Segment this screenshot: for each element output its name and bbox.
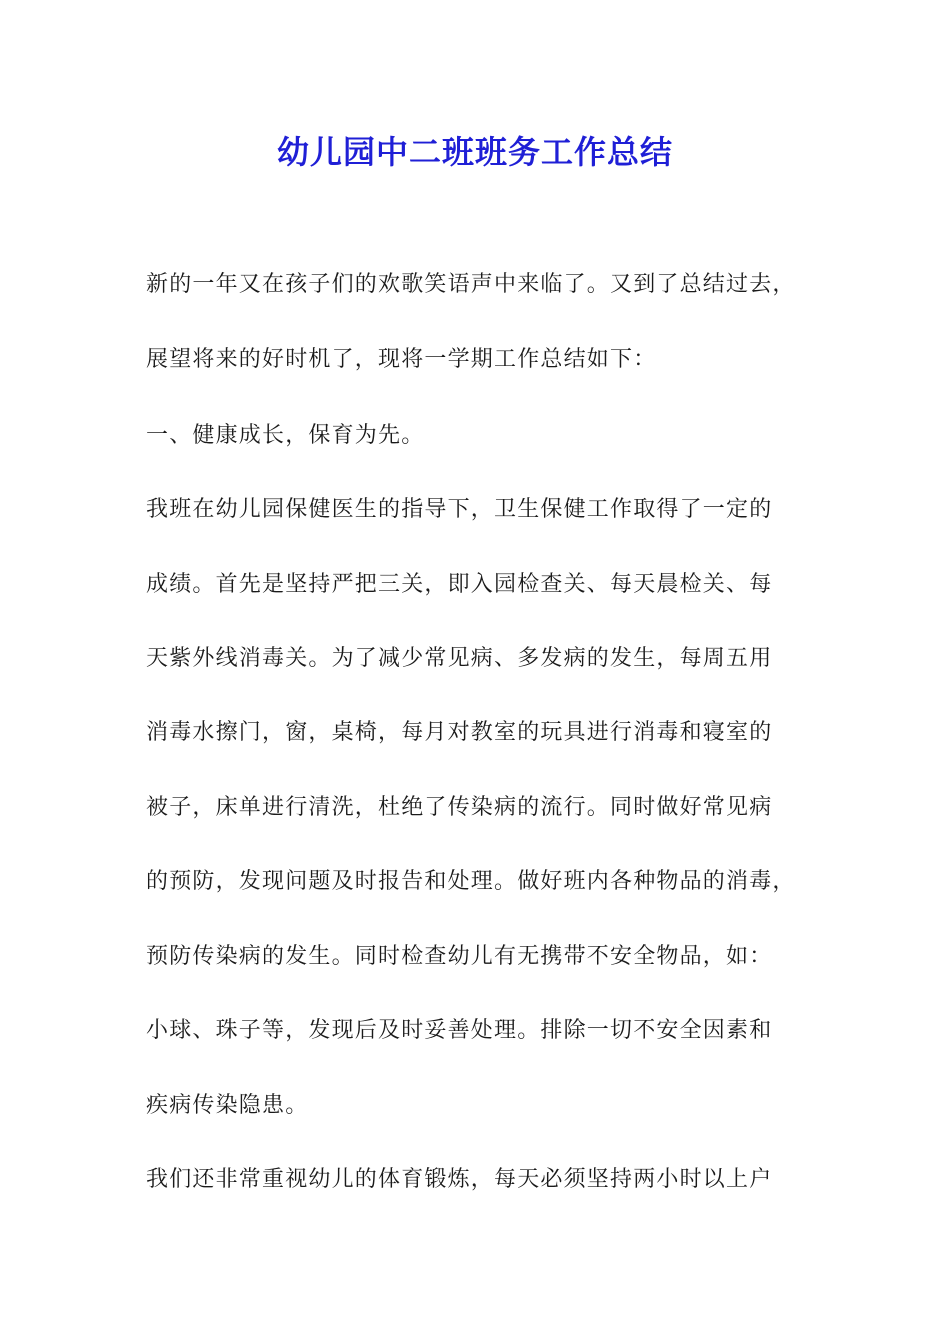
paragraph-line: 我班在幼儿园保健医生的指导下，卫生保健工作取得了一定的 xyxy=(146,497,773,522)
paragraph-line: 消毒水擦门，窗，桌椅，每月对教室的玩具进行消毒和寝室的 xyxy=(146,720,773,745)
paragraph-line: 我们还非常重视幼儿的体育锻炼，每天必须坚持两小时以上户 xyxy=(146,1167,773,1192)
paragraph-line: 成绩。首先是坚持严把三关，即入园检查关、每天晨检关、每 xyxy=(146,572,773,597)
document-title: 幼儿园中二班班务工作总结 xyxy=(276,133,673,171)
paragraph-line: 预防传染病的发生。同时检查幼儿有无携带不安全物品，如： xyxy=(146,944,773,969)
paragraph-line: 的预防，发现问题及时报告和处理。做好班内各种物品的消毒， xyxy=(146,869,796,894)
paragraph-line: 疾病传染隐患。 xyxy=(146,1093,309,1118)
paragraph-line: 展望将来的好时机了，现将一学期工作总结如下： xyxy=(146,347,657,372)
paragraph-line: 新的一年又在孩子们的欢歌笑语声中来临了。又到了总结过去， xyxy=(146,272,796,297)
paragraph-line: 小球、珠子等，发现后及时妥善处理。排除一切不安全因素和 xyxy=(146,1018,773,1043)
paragraph-line: 被子，床单进行清洗，杜绝了传染病的流行。同时做好常见病 xyxy=(146,795,773,820)
section-heading: 一、健康成长，保育为先。 xyxy=(146,423,425,448)
paragraph-line: 天紫外线消毒关。为了减少常见病、多发病的发生，每周五用 xyxy=(146,646,773,671)
